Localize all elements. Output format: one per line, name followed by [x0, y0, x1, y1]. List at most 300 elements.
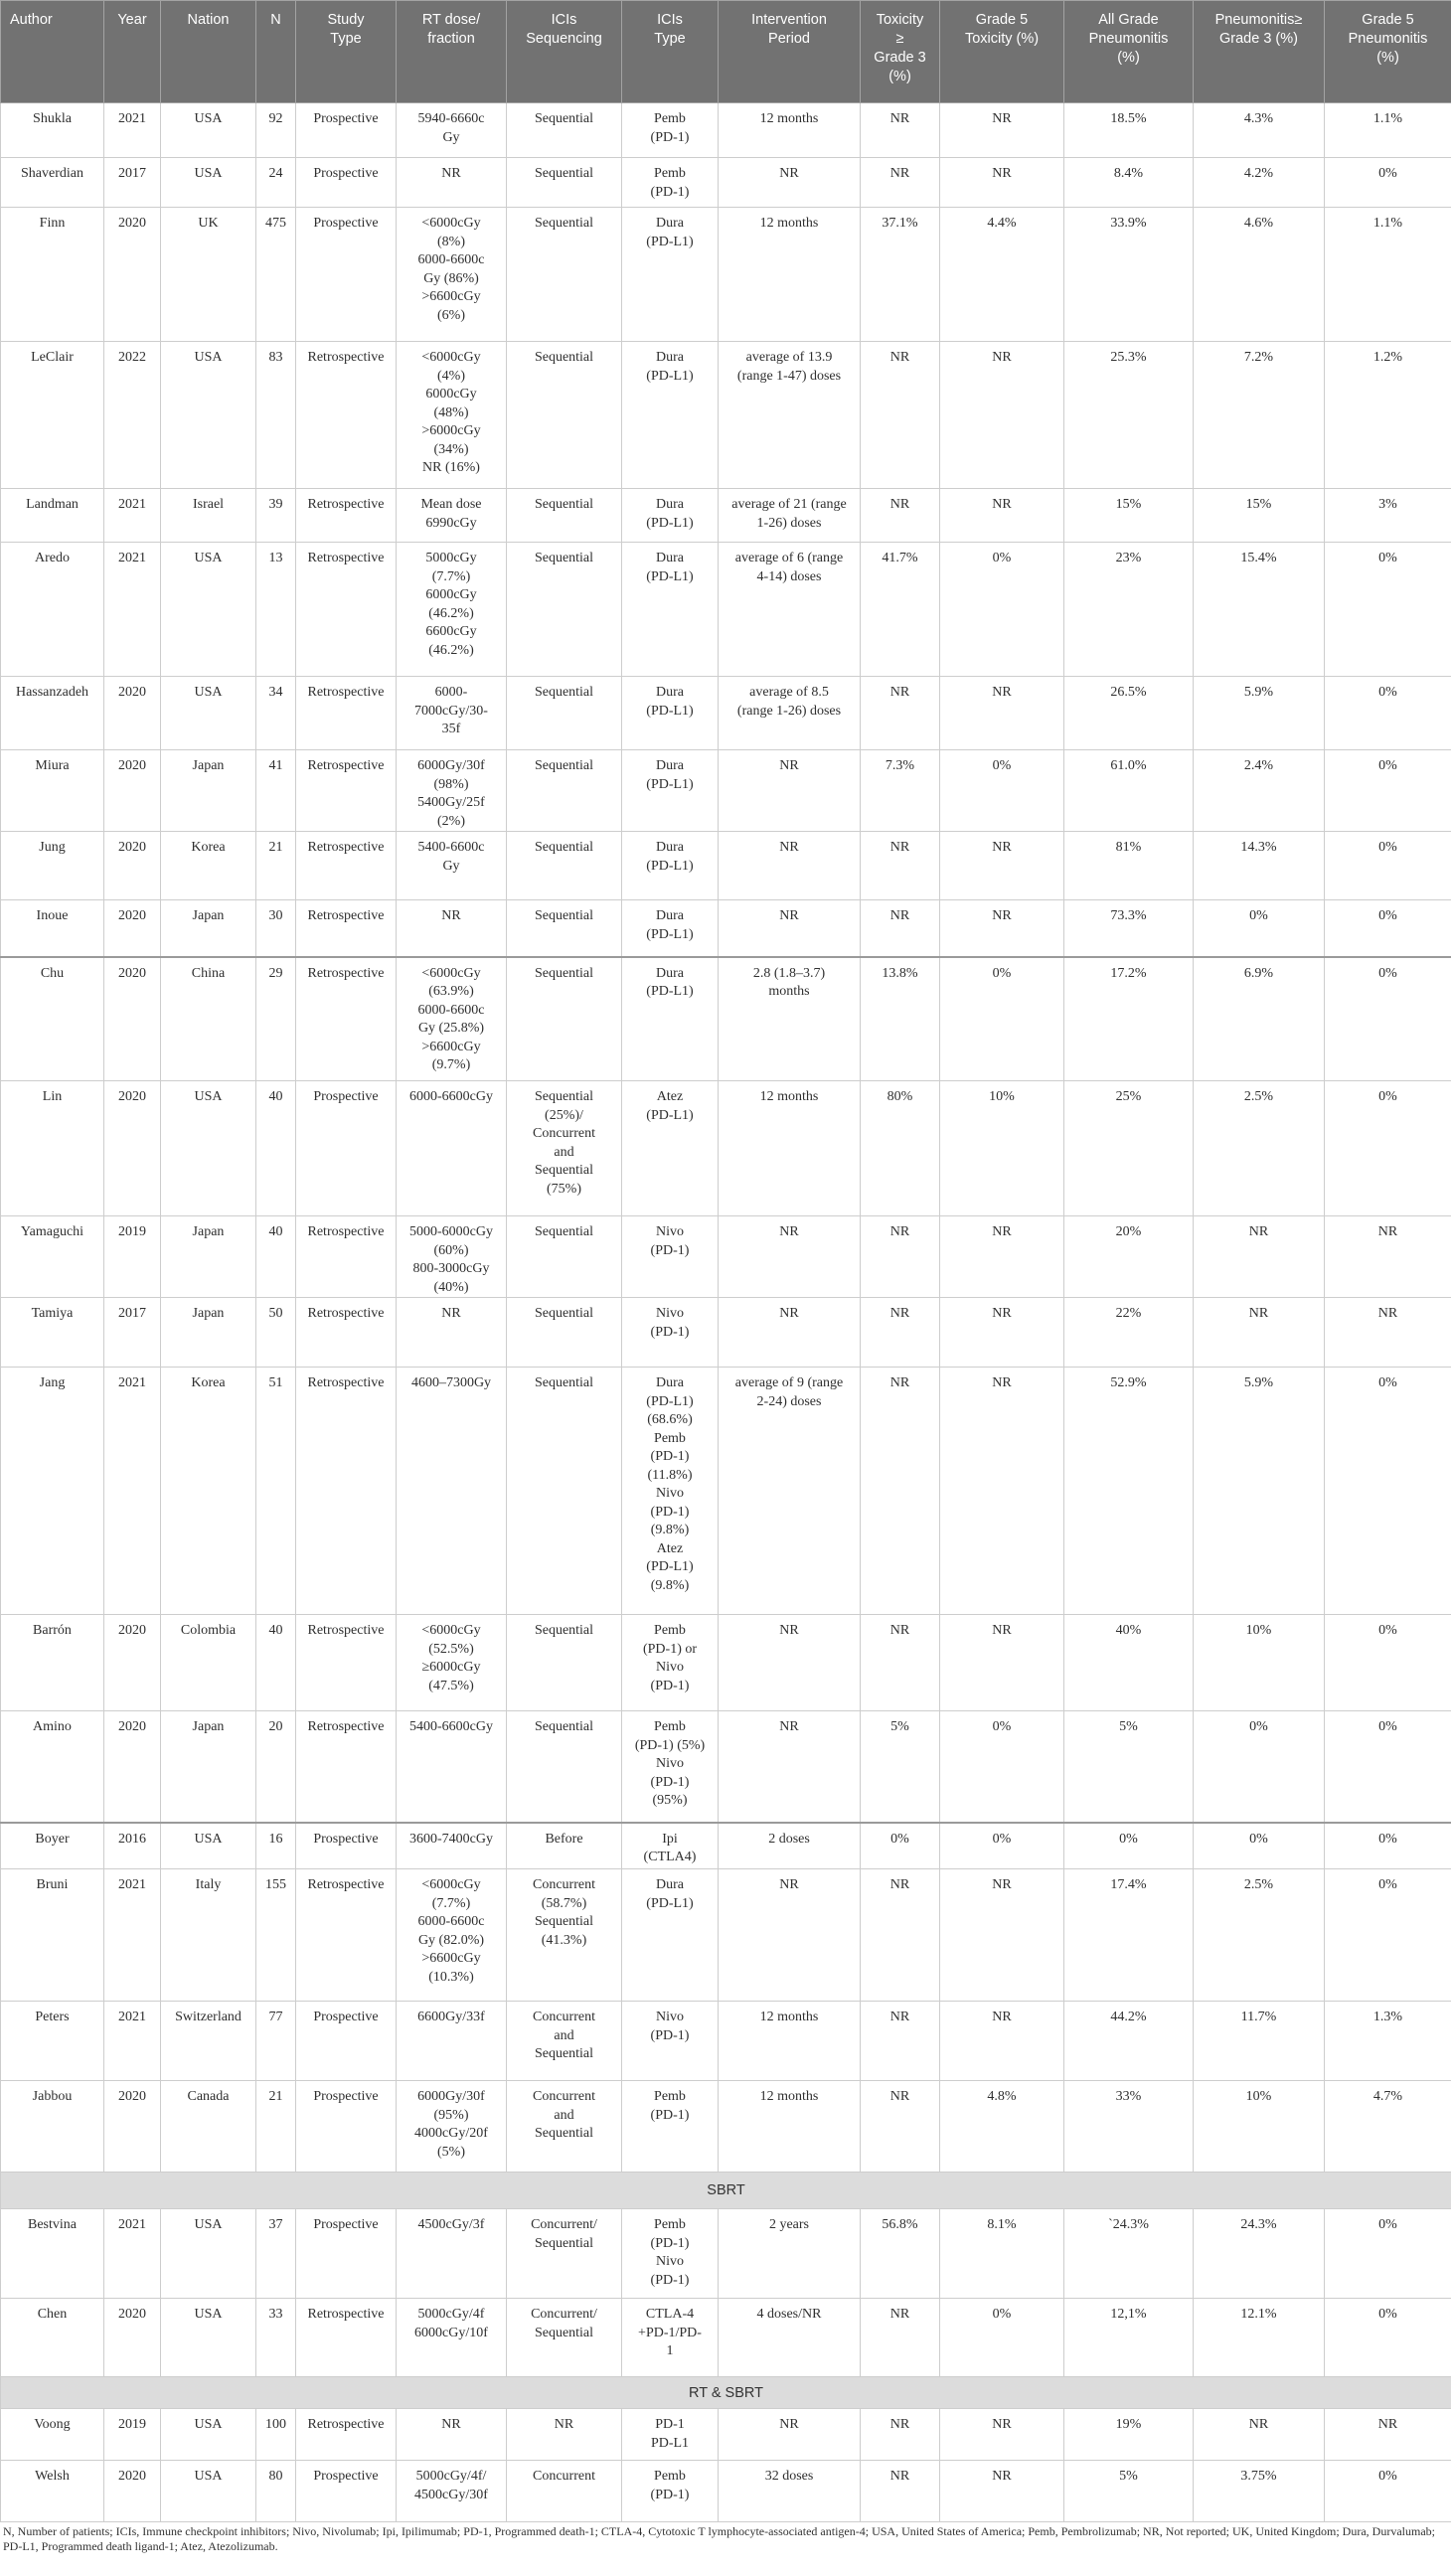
cell-grade-5-pneumonitis: 0%	[1325, 750, 1451, 832]
cell-rt-dose-fraction: NR	[397, 1298, 507, 1368]
cell-nation: USA	[161, 543, 256, 677]
cell-pneumonitis-grade-3: 11.7%	[1194, 2002, 1325, 2081]
cell-rt-dose-fraction: <6000cGy (52.5%) ≥6000cGy (47.5%)	[397, 1615, 507, 1711]
header-study-type: Study Type	[296, 1, 397, 103]
cell-year: 2017	[104, 158, 161, 208]
cell-grade-5-toxicity: 0%	[940, 957, 1064, 1081]
cell-intervention-period: NR	[719, 750, 861, 832]
cell-year: 2020	[104, 2299, 161, 2377]
cell-all-grade-pneumonitis: 81%	[1064, 832, 1194, 900]
cell-study-type: Prospective	[296, 1081, 397, 1216]
cell-intervention-period: NR	[719, 1298, 861, 1368]
cell-grade-5-toxicity: 0%	[940, 1711, 1064, 1823]
cell-study-type: Retrospective	[296, 1869, 397, 2002]
cell-rt-dose-fraction: 6600Gy/33f	[397, 2002, 507, 2081]
table-row	[1, 2081, 1451, 2173]
cell-author: Chu	[1, 957, 104, 1081]
cell-rt-dose-fraction: <6000cGy (7.7%) 6000-6600c Gy (82.0%) >6600cGy (10.3%)	[397, 1869, 507, 2002]
cell-author: Yamaguchi	[1, 1216, 104, 1298]
cell-author: Shukla	[1, 103, 104, 158]
cell-rt-dose-fraction: Mean dose 6990cGy	[397, 489, 507, 543]
cell-author: Shaverdian	[1, 158, 104, 208]
cell-all-grade-pneumonitis: 20%	[1064, 1216, 1194, 1298]
cell-pneumonitis-grade-3: NR	[1194, 1298, 1325, 1368]
cell-all-grade-pneumonitis: 19%	[1064, 2409, 1194, 2461]
cell-all-grade-pneumonitis: 44.2%	[1064, 2002, 1194, 2081]
cell-rt-dose-fraction: 5000cGy/4f 6000cGy/10f	[397, 2299, 507, 2377]
cell-year: 2020	[104, 1081, 161, 1216]
cell-intervention-period: 12 months	[719, 103, 861, 158]
cell-study-type: Retrospective	[296, 2409, 397, 2461]
cell-rt-dose-fraction: 5400-6600c Gy	[397, 832, 507, 900]
cell-icis-type: Dura (PD-L1)	[622, 489, 719, 543]
cell-icis-type: Dura (PD-L1)	[622, 208, 719, 342]
cell-icis-type: Pemb (PD-1)	[622, 2461, 719, 2522]
header-n: N	[256, 1, 296, 103]
cell-icis-sequencing: Sequential	[507, 900, 622, 957]
cell-author: Chen	[1, 2299, 104, 2377]
cell-n: 13	[256, 543, 296, 677]
cell-grade-5-toxicity: 0%	[940, 1823, 1064, 1869]
cell-year: 2020	[104, 208, 161, 342]
cell-pneumonitis-grade-3: 4.3%	[1194, 103, 1325, 158]
cell-pneumonitis-grade-3: 7.2%	[1194, 342, 1325, 489]
cell-nation: UK	[161, 208, 256, 342]
table-row	[1, 832, 1451, 900]
cell-icis-sequencing: Sequential	[507, 750, 622, 832]
cell-icis-type: Atez (PD-L1)	[622, 1081, 719, 1216]
cell-author: Lin	[1, 1081, 104, 1216]
cell-study-type: Retrospective	[296, 1711, 397, 1823]
cell-intervention-period: average of 21 (range 1-26) doses	[719, 489, 861, 543]
cell-grade-5-toxicity: 4.8%	[940, 2081, 1064, 2173]
cell-icis-sequencing: Sequential	[507, 489, 622, 543]
cell-icis-sequencing: Sequential	[507, 543, 622, 677]
cell-icis-sequencing: Sequential	[507, 158, 622, 208]
cell-intervention-period: NR	[719, 900, 861, 957]
cell-study-type: Retrospective	[296, 832, 397, 900]
cell-icis-sequencing: Sequential	[507, 1711, 622, 1823]
cell-year: 2020	[104, 1615, 161, 1711]
cell-pneumonitis-grade-3: 6.9%	[1194, 957, 1325, 1081]
cell-grade-5-pneumonitis: 0%	[1325, 2299, 1451, 2377]
table-row	[1, 208, 1451, 342]
cell-all-grade-pneumonitis: 5%	[1064, 2461, 1194, 2522]
cell-n: 20	[256, 1711, 296, 1823]
cell-grade-5-toxicity: NR	[940, 103, 1064, 158]
cell-all-grade-pneumonitis: 17.2%	[1064, 957, 1194, 1081]
table-row	[1, 1298, 1451, 1368]
cell-all-grade-pneumonitis: 25%	[1064, 1081, 1194, 1216]
cell-pneumonitis-grade-3: 2.5%	[1194, 1869, 1325, 2002]
cell-intervention-period: NR	[719, 1216, 861, 1298]
cell-all-grade-pneumonitis: `24.3%	[1064, 2209, 1194, 2299]
cell-toxicity-grade-3: NR	[861, 1298, 940, 1368]
cell-toxicity-grade-3: 41.7%	[861, 543, 940, 677]
section-label: RT & SBRT	[1, 2377, 1451, 2409]
cell-toxicity-grade-3: 0%	[861, 1823, 940, 1869]
cell-nation: USA	[161, 677, 256, 750]
table-row	[1, 489, 1451, 543]
cell-nation: Japan	[161, 900, 256, 957]
cell-toxicity-grade-3: NR	[861, 1615, 940, 1711]
cell-author: Miura	[1, 750, 104, 832]
cell-author: LeClair	[1, 342, 104, 489]
cell-pneumonitis-grade-3: 3.75%	[1194, 2461, 1325, 2522]
table-row	[1, 900, 1451, 957]
cell-n: 41	[256, 750, 296, 832]
cell-nation: Switzerland	[161, 2002, 256, 2081]
cell-grade-5-pneumonitis: 1.1%	[1325, 103, 1451, 158]
cell-n: 29	[256, 957, 296, 1081]
cell-grade-5-toxicity: NR	[940, 342, 1064, 489]
table-row	[1, 2002, 1451, 2081]
cell-icis-sequencing: Sequential	[507, 208, 622, 342]
cell-year: 2020	[104, 677, 161, 750]
cell-grade-5-toxicity: NR	[940, 1869, 1064, 2002]
cell-intervention-period: 12 months	[719, 2081, 861, 2173]
cell-intervention-period: 2 doses	[719, 1823, 861, 1869]
cell-n: 80	[256, 2461, 296, 2522]
cell-author: Barrón	[1, 1615, 104, 1711]
cell-n: 21	[256, 832, 296, 900]
cell-nation: Italy	[161, 1869, 256, 2002]
header-pneumonitis-grade-3: Pneumonitis≥ Grade 3 (%)	[1194, 1, 1325, 103]
header-icis-type: ICIs Type	[622, 1, 719, 103]
cell-grade-5-toxicity: NR	[940, 900, 1064, 957]
cell-study-type: Retrospective	[296, 1216, 397, 1298]
cell-icis-type: Ipi (CTLA4)	[622, 1823, 719, 1869]
cell-grade-5-toxicity: NR	[940, 677, 1064, 750]
cell-grade-5-pneumonitis: 0%	[1325, 1869, 1451, 2002]
cell-nation: Colombia	[161, 1615, 256, 1711]
cell-icis-sequencing: Sequential	[507, 103, 622, 158]
cell-year: 2016	[104, 1823, 161, 1869]
cell-study-type: Retrospective	[296, 1368, 397, 1615]
cell-icis-sequencing: Sequential	[507, 1298, 622, 1368]
cell-toxicity-grade-3: NR	[861, 2409, 940, 2461]
cell-icis-sequencing: Sequential	[507, 1216, 622, 1298]
header-intervention-period: Intervention Period	[719, 1, 861, 103]
cell-year: 2020	[104, 957, 161, 1081]
cell-grade-5-toxicity: NR	[940, 158, 1064, 208]
cell-year: 2020	[104, 2461, 161, 2522]
cell-rt-dose-fraction: <6000cGy (63.9%) 6000-6600c Gy (25.8%) >6600cGy (9.7%)	[397, 957, 507, 1081]
cell-icis-sequencing: Sequential	[507, 1615, 622, 1711]
cell-grade-5-toxicity: NR	[940, 2409, 1064, 2461]
cell-grade-5-toxicity: NR	[940, 1216, 1064, 1298]
section-row	[1, 2377, 1451, 2409]
cell-nation: USA	[161, 1081, 256, 1216]
cell-nation: Israel	[161, 489, 256, 543]
header-toxicity-grade-3: Toxicity ≥ Grade 3 (%)	[861, 1, 940, 103]
cell-author: Welsh	[1, 2461, 104, 2522]
cell-pneumonitis-grade-3: 5.9%	[1194, 677, 1325, 750]
cell-rt-dose-fraction: 4500cGy/3f	[397, 2209, 507, 2299]
cell-toxicity-grade-3: NR	[861, 2299, 940, 2377]
cell-author: Jang	[1, 1368, 104, 1615]
cell-grade-5-pneumonitis: 3%	[1325, 489, 1451, 543]
cell-icis-sequencing: Sequential	[507, 342, 622, 489]
cell-rt-dose-fraction: 5400-6600cGy	[397, 1711, 507, 1823]
cell-icis-sequencing: NR	[507, 2409, 622, 2461]
section-label: SBRT	[1, 2173, 1451, 2209]
cell-icis-sequencing: Concurrent and Sequential	[507, 2002, 622, 2081]
cell-toxicity-grade-3: NR	[861, 832, 940, 900]
cell-nation: Korea	[161, 832, 256, 900]
cell-n: 92	[256, 103, 296, 158]
cell-intervention-period: NR	[719, 158, 861, 208]
cell-intervention-period: average of 9 (range 2-24) doses	[719, 1368, 861, 1615]
cell-grade-5-pneumonitis: 0%	[1325, 158, 1451, 208]
cell-study-type: Retrospective	[296, 957, 397, 1081]
cell-n: 39	[256, 489, 296, 543]
cell-toxicity-grade-3: NR	[861, 1368, 940, 1615]
cell-pneumonitis-grade-3: 0%	[1194, 1711, 1325, 1823]
table-footnote: N, Number of patients; ICIs, Immune checkpoint inhibitors; Nivo, Nivolumab; Ipi, Ipilimumab; PD-1, Programmed death-1; CTLA-4, Cytotoxic T lymphocyte-associated antigen-4; USA, United States of America; Pemb, Pembrolizumab; NR, Not reported; UK, United Kingdom; Dura, Durvalumab; PD-L1, Programmed death ligand-1; Atez, Atezolizumab.	[3, 2524, 1435, 2553]
header-nation: Nation	[161, 1, 256, 103]
cell-author: Voong	[1, 2409, 104, 2461]
cell-toxicity-grade-3: NR	[861, 2461, 940, 2522]
cell-author: Finn	[1, 208, 104, 342]
cell-year: 2020	[104, 750, 161, 832]
cell-study-type: Prospective	[296, 158, 397, 208]
cell-all-grade-pneumonitis: 73.3%	[1064, 900, 1194, 957]
cell-grade-5-pneumonitis: 1.2%	[1325, 342, 1451, 489]
cell-n: 21	[256, 2081, 296, 2173]
table-row	[1, 957, 1451, 1081]
cell-n: 30	[256, 900, 296, 957]
cell-icis-type: PD-1 PD-L1	[622, 2409, 719, 2461]
cell-toxicity-grade-3: NR	[861, 103, 940, 158]
cell-pneumonitis-grade-3: 0%	[1194, 1823, 1325, 1869]
cell-author: Inoue	[1, 900, 104, 957]
table-row	[1, 1216, 1451, 1298]
cell-pneumonitis-grade-3: 15%	[1194, 489, 1325, 543]
cell-year: 2017	[104, 1298, 161, 1368]
cell-grade-5-toxicity: NR	[940, 2002, 1064, 2081]
cell-rt-dose-fraction: NR	[397, 158, 507, 208]
table-row	[1, 543, 1451, 677]
cell-all-grade-pneumonitis: 18.5%	[1064, 103, 1194, 158]
cell-author: Landman	[1, 489, 104, 543]
cell-year: 2021	[104, 2002, 161, 2081]
table-row	[1, 158, 1451, 208]
cell-n: 51	[256, 1368, 296, 1615]
cell-year: 2019	[104, 1216, 161, 1298]
cell-icis-type: Nivo (PD-1)	[622, 1216, 719, 1298]
cell-toxicity-grade-3: 80%	[861, 1081, 940, 1216]
cell-toxicity-grade-3: 13.8%	[861, 957, 940, 1081]
cell-icis-type: Dura (PD-L1)	[622, 900, 719, 957]
table-row	[1, 1869, 1451, 2002]
section-row	[1, 2173, 1451, 2209]
cell-grade-5-toxicity: NR	[940, 1368, 1064, 1615]
cell-nation: Canada	[161, 2081, 256, 2173]
cell-icis-sequencing: Before	[507, 1823, 622, 1869]
cell-grade-5-pneumonitis: NR	[1325, 1216, 1451, 1298]
cell-rt-dose-fraction: NR	[397, 900, 507, 957]
cell-grade-5-toxicity: 4.4%	[940, 208, 1064, 342]
cell-n: 40	[256, 1081, 296, 1216]
cell-study-type: Retrospective	[296, 900, 397, 957]
cell-intervention-period: NR	[719, 1711, 861, 1823]
cell-nation: USA	[161, 2461, 256, 2522]
cell-intervention-period: 4 doses/NR	[719, 2299, 861, 2377]
cell-nation: USA	[161, 2209, 256, 2299]
table-body	[1, 103, 1451, 2522]
cell-toxicity-grade-3: NR	[861, 2002, 940, 2081]
cell-icis-type: Dura (PD-L1)	[622, 832, 719, 900]
cell-grade-5-pneumonitis: 0%	[1325, 2209, 1451, 2299]
cell-n: 50	[256, 1298, 296, 1368]
cell-toxicity-grade-3: NR	[861, 489, 940, 543]
cell-all-grade-pneumonitis: 26.5%	[1064, 677, 1194, 750]
cell-grade-5-toxicity: 8.1%	[940, 2209, 1064, 2299]
cell-intervention-period: 12 months	[719, 2002, 861, 2081]
cell-study-type: Prospective	[296, 1823, 397, 1869]
cell-rt-dose-fraction: 5000-6000cGy (60%) 800-3000cGy (40%)	[397, 1216, 507, 1298]
cell-author: Aredo	[1, 543, 104, 677]
cell-n: 155	[256, 1869, 296, 2002]
cell-grade-5-toxicity: 10%	[940, 1081, 1064, 1216]
cell-grade-5-pneumonitis: NR	[1325, 1298, 1451, 1368]
cell-pneumonitis-grade-3: NR	[1194, 2409, 1325, 2461]
cell-n: 40	[256, 1615, 296, 1711]
cell-rt-dose-fraction: 5000cGy (7.7%) 6000cGy (46.2%) 6600cGy (46.2%)	[397, 543, 507, 677]
cell-study-type: Prospective	[296, 208, 397, 342]
table-row	[1, 2461, 1451, 2522]
header-icis-sequencing: ICIs Sequencing	[507, 1, 622, 103]
cell-grade-5-pneumonitis: 0%	[1325, 2461, 1451, 2522]
table-row	[1, 1368, 1451, 1615]
cell-toxicity-grade-3: NR	[861, 342, 940, 489]
cell-icis-sequencing: Sequential (25%)/ Concurrent and Sequential (75%)	[507, 1081, 622, 1216]
cell-study-type: Prospective	[296, 2461, 397, 2522]
cell-intervention-period: 2 years	[719, 2209, 861, 2299]
cell-icis-sequencing: Concurrent	[507, 2461, 622, 2522]
cell-grade-5-toxicity: 0%	[940, 2299, 1064, 2377]
cell-icis-sequencing: Concurrent (58.7%) Sequential (41.3%)	[507, 1869, 622, 2002]
cell-all-grade-pneumonitis: 23%	[1064, 543, 1194, 677]
table-row	[1, 2209, 1451, 2299]
cell-intervention-period: average of 6 (range 4-14) doses	[719, 543, 861, 677]
cell-nation: USA	[161, 2409, 256, 2461]
cell-year: 2022	[104, 342, 161, 489]
cell-pneumonitis-grade-3: 10%	[1194, 2081, 1325, 2173]
cell-grade-5-toxicity: NR	[940, 489, 1064, 543]
cell-icis-type: Pemb (PD-1) Nivo (PD-1)	[622, 2209, 719, 2299]
cell-author: Jabbou	[1, 2081, 104, 2173]
cell-study-type: Retrospective	[296, 543, 397, 677]
cell-nation: Japan	[161, 1216, 256, 1298]
cell-rt-dose-fraction: 5000cGy/4f/ 4500cGy/30f	[397, 2461, 507, 2522]
cell-all-grade-pneumonitis: 15%	[1064, 489, 1194, 543]
cell-n: 100	[256, 2409, 296, 2461]
cell-n: 16	[256, 1823, 296, 1869]
cell-pneumonitis-grade-3: 2.4%	[1194, 750, 1325, 832]
cell-nation: USA	[161, 1823, 256, 1869]
cell-all-grade-pneumonitis: 33%	[1064, 2081, 1194, 2173]
cell-grade-5-pneumonitis: 0%	[1325, 957, 1451, 1081]
cell-author: Bestvina	[1, 2209, 104, 2299]
cell-all-grade-pneumonitis: 25.3%	[1064, 342, 1194, 489]
cell-n: 33	[256, 2299, 296, 2377]
cell-icis-type: Dura (PD-L1)	[622, 677, 719, 750]
table-header	[1, 1, 1451, 103]
cell-all-grade-pneumonitis: 17.4%	[1064, 1869, 1194, 2002]
cell-pneumonitis-grade-3: 24.3%	[1194, 2209, 1325, 2299]
cell-intervention-period: 2.8 (1.8–3.7) months	[719, 957, 861, 1081]
cell-grade-5-pneumonitis: 0%	[1325, 1711, 1451, 1823]
cell-icis-sequencing: Sequential	[507, 957, 622, 1081]
cell-pneumonitis-grade-3: 5.9%	[1194, 1368, 1325, 1615]
cell-n: 475	[256, 208, 296, 342]
cell-grade-5-toxicity: 0%	[940, 543, 1064, 677]
cell-rt-dose-fraction: 6000-6600cGy	[397, 1081, 507, 1216]
cell-rt-dose-fraction: 6000- 7000cGy/30- 35f	[397, 677, 507, 750]
cell-grade-5-pneumonitis: 1.1%	[1325, 208, 1451, 342]
cell-nation: USA	[161, 158, 256, 208]
cell-icis-sequencing: Concurrent/ Sequential	[507, 2209, 622, 2299]
cell-grade-5-toxicity: NR	[940, 2461, 1064, 2522]
cell-n: 40	[256, 1216, 296, 1298]
cell-pneumonitis-grade-3: 2.5%	[1194, 1081, 1325, 1216]
cell-icis-sequencing: Sequential	[507, 832, 622, 900]
cell-all-grade-pneumonitis: 52.9%	[1064, 1368, 1194, 1615]
cell-icis-sequencing: Sequential	[507, 677, 622, 750]
cell-rt-dose-fraction: 6000Gy/30f (98%) 5400Gy/25f (2%)	[397, 750, 507, 832]
cell-all-grade-pneumonitis: 22%	[1064, 1298, 1194, 1368]
cell-all-grade-pneumonitis: 5%	[1064, 1711, 1194, 1823]
cell-year: 2021	[104, 1869, 161, 2002]
cell-nation: Korea	[161, 1368, 256, 1615]
cell-pneumonitis-grade-3: 15.4%	[1194, 543, 1325, 677]
cell-intervention-period: average of 8.5 (range 1-26) doses	[719, 677, 861, 750]
cell-pneumonitis-grade-3: NR	[1194, 1216, 1325, 1298]
cell-icis-sequencing: Sequential	[507, 1368, 622, 1615]
cell-icis-sequencing: Concurrent/ Sequential	[507, 2299, 622, 2377]
cell-study-type: Retrospective	[296, 750, 397, 832]
table-row	[1, 677, 1451, 750]
table-row	[1, 2299, 1451, 2377]
header-all-grade-pneumonitis: All Grade Pneumonitis (%)	[1064, 1, 1194, 103]
cell-pneumonitis-grade-3: 10%	[1194, 1615, 1325, 1711]
cell-toxicity-grade-3: 7.3%	[861, 750, 940, 832]
cell-intervention-period: NR	[719, 2409, 861, 2461]
cell-author: Amino	[1, 1711, 104, 1823]
cell-grade-5-pneumonitis: NR	[1325, 2409, 1451, 2461]
table-row	[1, 1615, 1451, 1711]
cell-icis-type: Nivo (PD-1)	[622, 2002, 719, 2081]
cell-icis-type: Pemb (PD-1)	[622, 2081, 719, 2173]
cell-icis-type: Pemb (PD-1)	[622, 103, 719, 158]
cell-year: 2020	[104, 832, 161, 900]
cell-grade-5-pneumonitis: 0%	[1325, 1368, 1451, 1615]
table-row	[1, 750, 1451, 832]
cell-author: Hassanzadeh	[1, 677, 104, 750]
cell-nation: USA	[161, 342, 256, 489]
table-row	[1, 1711, 1451, 1823]
cell-all-grade-pneumonitis: 12,1%	[1064, 2299, 1194, 2377]
cell-year: 2021	[104, 103, 161, 158]
cell-year: 2020	[104, 2081, 161, 2173]
table-row	[1, 103, 1451, 158]
table-row	[1, 342, 1451, 489]
cell-nation: USA	[161, 103, 256, 158]
header-year: Year	[104, 1, 161, 103]
cell-toxicity-grade-3: 37.1%	[861, 208, 940, 342]
